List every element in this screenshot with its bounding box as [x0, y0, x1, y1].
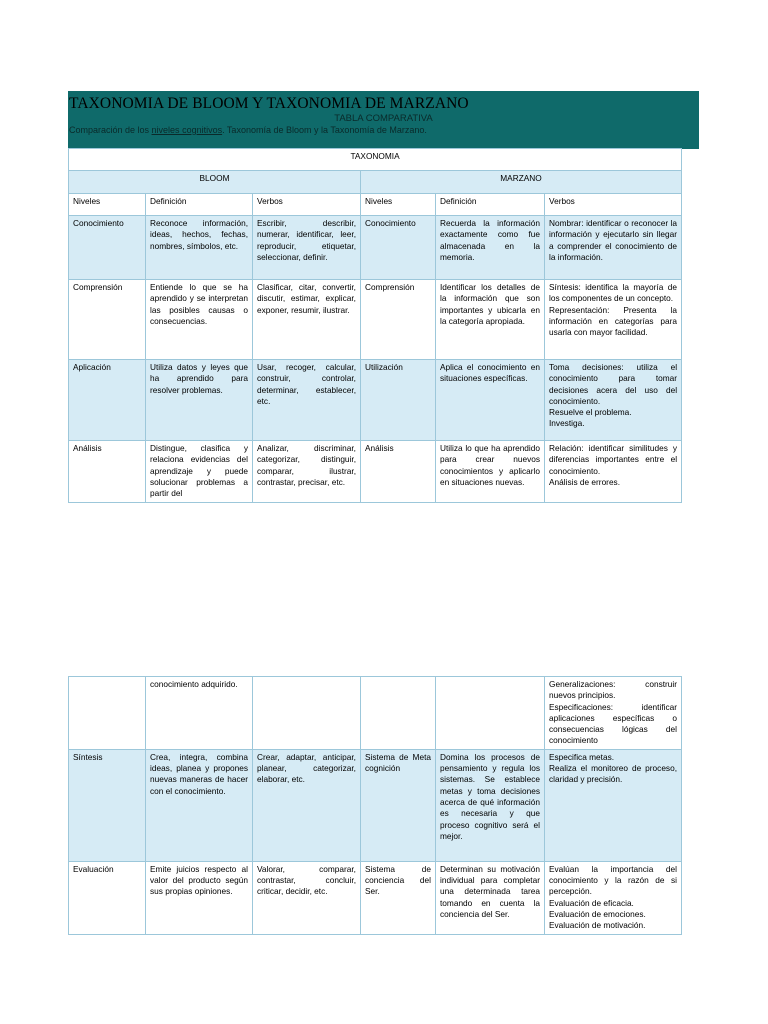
marzano-verbs-line: Especificaciones: identificar aplicaciones específicas o consecuencias lógicas del conocimiento [549, 701, 677, 746]
column-header: Niveles [361, 194, 436, 216]
marzano-verbs [545, 749, 682, 861]
marzano-verbs-line: Toma decisiones: utiliza el conocimiento para tomar decisiones acera del uso del conocimiento. [549, 362, 678, 406]
marzano-verbs-line: Evaluación de motivación. [549, 920, 646, 931]
marzano-verbs-line: Evaluación de eficacia. [549, 897, 634, 908]
table-row [69, 216, 682, 280]
marzano-level: Sistema de conciencia del Ser. [361, 861, 436, 934]
marzano-verbs [545, 280, 682, 360]
marzano-verbs [545, 360, 682, 441]
marzano-verbs-line: Generalizaciones: construir nuevos principios. [549, 679, 677, 701]
column-header: Definición [146, 194, 253, 216]
bloom-level: Conocimiento [69, 216, 146, 280]
bloom-level: Análisis [69, 441, 146, 503]
bloom-header: BLOOM [69, 171, 361, 194]
marzano-verbs-line: Especifica metas. [549, 751, 615, 762]
bloom-definition: conocimiento adquirido. [146, 677, 253, 750]
marzano-verbs-line: Evaluación de emociones. [549, 908, 646, 919]
bloom-verbs: Clasificar, citar, convertir, discutir, estimar, explicar, exponer, resumir, ilustrar. [253, 280, 361, 360]
bloom-definition: Entiende lo que se ha aprendido y se interpretan las posibles causas o consecuencias. [146, 280, 253, 360]
marzano-verbs-line: Representación: Presenta la información en categorías para usarla con mayor facilidad. [549, 304, 678, 338]
bloom-level: Aplicación [69, 360, 146, 441]
column-header: Niveles [69, 194, 146, 216]
marzano-level [361, 677, 436, 750]
bloom-definition-text: Distingue, clasifica y relaciona evidencias del aprendizaje y puede solucionar problemas a partir del [150, 443, 248, 498]
marzano-level: Utilización [361, 360, 436, 441]
taxonomy-table-continued [68, 676, 682, 935]
marzano-level: Análisis [361, 441, 436, 503]
description-prefix: Comparación de los [69, 125, 152, 135]
marzano-verbs [545, 441, 682, 503]
table-row [69, 360, 682, 441]
marzano-verbs [545, 861, 682, 934]
bloom-level [69, 677, 146, 750]
bloom-definition [146, 441, 253, 503]
marzano-level: Comprensión [361, 280, 436, 360]
marzano-verbs-line: Análisis de errores. [549, 476, 621, 487]
marzano-definition: Aplica el conocimiento en situaciones específicas. [436, 360, 545, 441]
marzano-definition: Determinan su motivación individual para completar una determinada tarea tomando en cuenta la conciencia del Ser. [436, 861, 545, 934]
marzano-level: Conocimiento [361, 216, 436, 280]
column-header: Definición [436, 194, 545, 216]
bloom-verbs: Usar, recoger, calcular, construir, controlar, determinar, establecer, etc. [253, 360, 361, 441]
document-description [69, 125, 697, 135]
document-title: TAXONOMIA DE BLOOM Y TAXONOMIA DE MARZANO [69, 95, 469, 112]
bloom-level: Evaluación [69, 861, 146, 934]
marzano-verbs-line: Realiza el monitoreo de proceso, claridad y precisión. [549, 763, 677, 785]
bloom-verbs: Analizar, discriminar, categorizar, distinguir, comparar, ilustrar, contrastar, precisar, etc. [253, 441, 361, 503]
marzano-verbs-line: Síntesis: identifica la mayoría de los componentes de un concepto. [549, 282, 678, 304]
taxonomy-table [68, 148, 682, 503]
marzano-verbs [545, 677, 682, 750]
bloom-definition: Crea, integra, combina ideas, planea y propones nuevas maneras de hacer con el conocimiento. [146, 749, 253, 861]
bloom-verbs: Valorar, comparar, contrastar, concluir, criticar, decidir, etc. [253, 861, 361, 934]
bloom-definition: Reconoce información, ideas, hechos, fechas, nombres, símbolos, etc. [146, 216, 253, 280]
taxonomy-caption: TAXONOMIA [69, 149, 682, 171]
bloom-level: Comprensión [69, 280, 146, 360]
niveles-cognitivos-link[interactable]: niveles cognitivos [151, 125, 223, 135]
marzano-verbs-line: Relación: identificar similitudes y diferencias importantes entre el conocimiento. [549, 443, 678, 476]
column-header: Verbos [253, 194, 361, 216]
marzano-verbs-line: Investiga. [549, 418, 585, 429]
table-row [69, 861, 682, 934]
bloom-verbs [253, 677, 361, 750]
table-row [69, 280, 682, 360]
description-suffix: . Taxonomía de Bloom y la Taxonomía de Marzano. [222, 125, 427, 135]
marzano-verbs: Nombrar: identificar o reconocer la información y ejecutarlo sin llegar a comprender el conocimiento de la información. [545, 216, 682, 280]
bloom-definition: Emite juicios respecto al valor del producto según sus propias opiniones. [146, 861, 253, 934]
marzano-verbs-line: Evalúan la importancia del conocimiento y la razón de si percepción. [549, 863, 677, 897]
marzano-verbs-line: Resuelve el problema. [549, 407, 632, 418]
bloom-verbs: Escribir, describir, numerar, identificar, leer, reproducir, etiquetar, seleccionar, definir. [253, 216, 361, 280]
marzano-level: Sistema de Meta cognición [361, 749, 436, 861]
table-row [69, 677, 682, 750]
table-row [69, 441, 682, 503]
marzano-definition: Recuerda la información exactamente como fue almacenada en la memoria. [436, 216, 545, 280]
marzano-header: MARZANO [361, 171, 682, 194]
bloom-level: Síntesis [69, 749, 146, 861]
table-row [69, 749, 682, 861]
bloom-verbs: Crear, adaptar, anticipar, planear, categorizar, elaborar, etc. [253, 749, 361, 861]
document-subtitle: TABLA COMPARATIVA [334, 113, 433, 124]
marzano-definition: Domina los procesos de pensamiento y regula los sistemas. Se establece metas y toma decisiones acerca de qué información es necesaria y que proceso cognitivo será el mejor. [436, 749, 545, 861]
bloom-definition: Utiliza datos y leyes que ha aprendido para resolver problemas. [146, 360, 253, 441]
marzano-definition [436, 677, 545, 750]
marzano-definition: Utiliza lo que ha aprendido para crear nuevos conocimientos y aplicarlo en situaciones nuevas. [436, 441, 545, 503]
marzano-definition: Identificar los detalles de la información que son importantes y ubicarla en la categoría apropiada. [436, 280, 545, 360]
column-header: Verbos [545, 194, 682, 216]
